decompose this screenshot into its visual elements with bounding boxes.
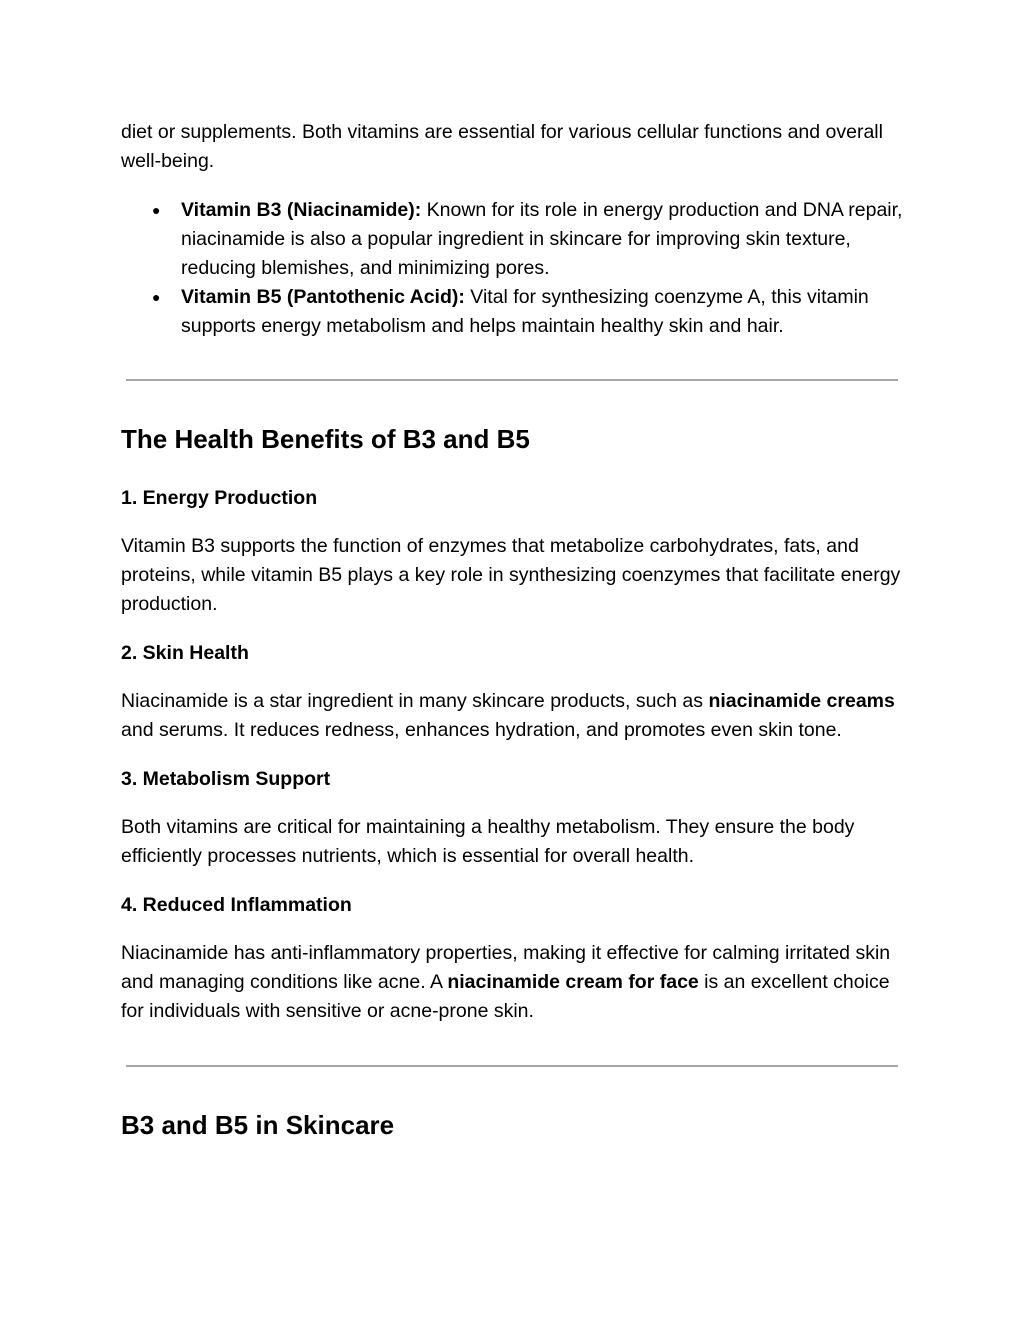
list-item-term: Vitamin B3 (Niacinamide): — [181, 199, 422, 221]
subheading-metabolism-support: 3. Metabolism Support — [121, 768, 331, 790]
bullet-icon: ● — [152, 202, 161, 218]
vitamin-list — [121, 196, 911, 341]
subheading-reduced-inflammation: 4. Reduced Inflammation — [121, 894, 352, 916]
paragraph-energy-production: Vitamin B3 supports the function of enzymes that metabolize carbohydrates, fats, and proteins, while vitamin B5 plays a key role in synthesizing coenzymes that facilitate energy production. — [121, 535, 901, 615]
subheading-energy-production: 1. Energy Production — [121, 487, 318, 509]
bullet-icon: ● — [152, 289, 161, 305]
list-item-text: Known for its role in energy production and DNA repair, niacinamide is also a popular ingredient in skincare for improving skin texture, reducing blemishes, and minimizing pores. — [181, 199, 903, 279]
list-item-b3 — [152, 196, 911, 283]
document-page — [121, 118, 911, 1141]
bold-keyword: niacinamide cream for face — [447, 971, 699, 993]
horizontal-divider — [126, 1065, 898, 1067]
list-item-text: Vital for synthesizing coenzyme A, this vitamin supports energy metabolism and helps maintain healthy skin and hair. — [181, 286, 869, 337]
intro-paragraph: diet or supplements. Both vitamins are essential for various cellular functions and overall well-being. — [121, 121, 883, 172]
paragraph-skin-health: Niacinamide is a star ingredient in many skincare products, such as niacinamide creams and serums. It reduces redness, enhances hydration, and promotes even skin tone. — [121, 690, 895, 741]
paragraph-reduced-inflammation: Niacinamide has anti-inflammatory properties, making it effective for calming irritated skin and managing conditions like acne. A niacinamide cream for face is an excellent choice for individuals with sensitive or acne-prone skin. — [121, 942, 891, 1022]
horizontal-divider — [126, 379, 898, 381]
section-title-health-benefits: The Health Benefits of B3 and B5 — [121, 424, 530, 454]
subheading-skin-health: 2. Skin Health — [121, 642, 249, 664]
bold-keyword: niacinamide creams — [708, 690, 895, 712]
paragraph-metabolism-support: Both vitamins are critical for maintaining a healthy metabolism. They ensure the body efficiently processes nutrients, which is essential for overall health. — [121, 816, 855, 867]
list-item-b5 — [152, 283, 911, 341]
section-title-skincare: B3 and B5 in Skincare — [121, 1110, 395, 1140]
list-item-term: Vitamin B5 (Pantothenic Acid): — [181, 286, 465, 308]
